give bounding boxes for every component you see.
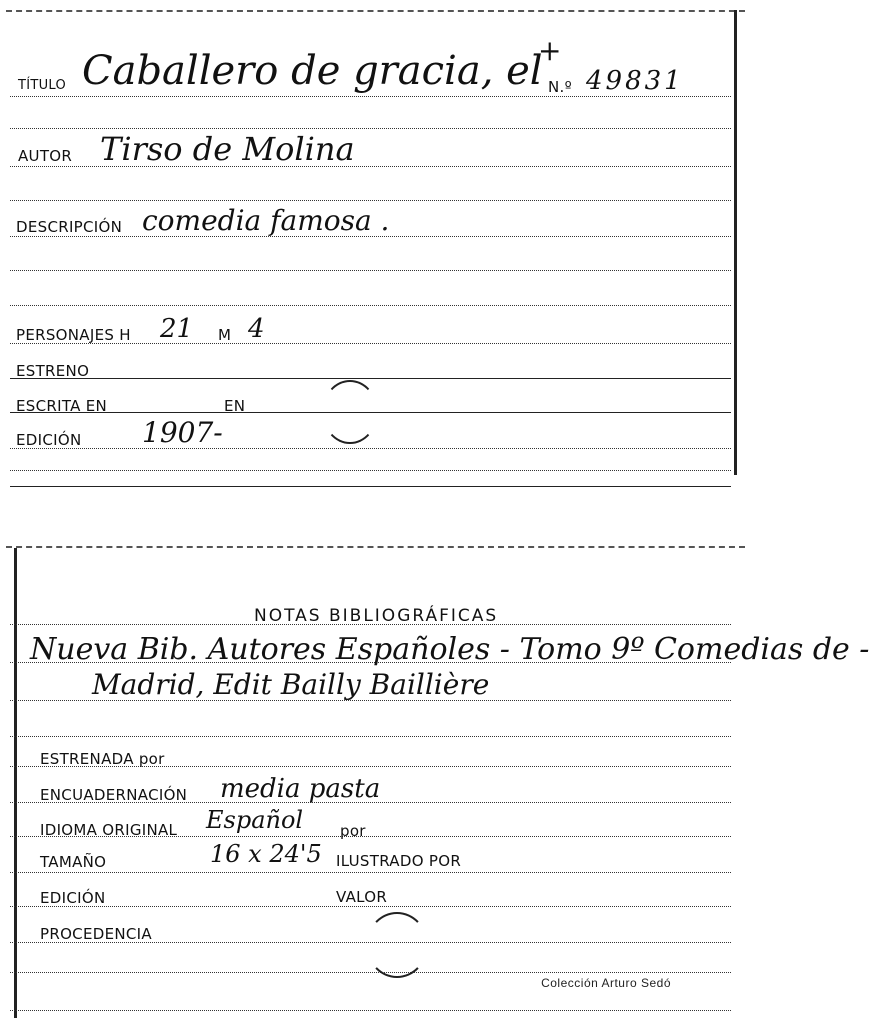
notas-line-2: Madrid, Edit Bailly Baillière — [92, 668, 490, 701]
idioma-label: IDIOMA ORIGINAL — [40, 821, 178, 839]
rule-line — [10, 470, 731, 471]
valor-label: VALOR — [336, 888, 388, 906]
edicion-label: EDICIÓN — [16, 431, 82, 449]
rule-line — [10, 128, 731, 129]
autor-label: AUTOR — [18, 147, 73, 165]
edicion-label: EDICIÓN — [40, 889, 106, 907]
personajes-m-label: M — [218, 326, 232, 344]
ilustrado-label: ILUSTRADO POR — [336, 852, 462, 870]
rule-line — [10, 200, 731, 201]
personajes-h-value: 21 — [160, 314, 194, 344]
numero-label: N.º — [548, 78, 572, 96]
personajes-label: PERSONAJES H — [16, 326, 131, 344]
rule-line — [10, 736, 731, 737]
tamano-value: 16 x 24'5 — [210, 840, 322, 868]
tamano-label: TAMAÑO — [40, 853, 107, 871]
descripcion-label: DESCRIPCIÓN — [16, 218, 123, 236]
procedencia-label: PROCEDENCIA — [40, 925, 152, 943]
card-right-border — [734, 10, 737, 475]
titulo-label: TÍTULO — [18, 78, 67, 93]
estreno-label: ESTRENO — [16, 362, 90, 380]
titulo-value: Caballero de gracia, el — [82, 48, 543, 94]
rule-line — [10, 448, 731, 449]
edicion-value: 1907- — [142, 416, 223, 449]
numero-value: 49831 — [586, 66, 684, 96]
rule-line — [10, 96, 731, 97]
encuadernacion-value: media pasta — [220, 774, 381, 804]
stamp-mark — [322, 380, 378, 444]
catalog-card-back — [0, 540, 869, 1028]
rule-line — [10, 972, 731, 973]
en-label: EN — [224, 397, 246, 415]
personajes-m-value: 4 — [248, 314, 265, 344]
card-top-border — [6, 546, 745, 548]
escrita-en-label: ESCRITA EN — [16, 397, 108, 415]
por-label: por — [340, 822, 366, 840]
idioma-value: Español — [206, 806, 304, 834]
rule-line — [10, 906, 731, 907]
rule-line — [10, 872, 731, 873]
card-left-border — [14, 548, 17, 1018]
autor-value: Tirso de Molina — [100, 130, 355, 168]
coleccion-footer: Colección Arturo Sedó — [541, 976, 671, 990]
encuadernacion-label: ENCUADERNACIÓN — [40, 786, 188, 804]
descripcion-value: comedia famosa . — [142, 204, 390, 237]
card-top-border — [6, 10, 745, 12]
rule-line — [10, 486, 731, 487]
notas-line-1: Nueva Bib. Autores Españoles - Tomo 9º Comedias de - — [30, 632, 869, 667]
cross-mark: + — [538, 34, 562, 67]
estrenada-label: ESTRENADA por — [40, 750, 165, 768]
catalog-card-front — [0, 0, 759, 495]
rule-line — [10, 305, 731, 306]
rule-line — [10, 1010, 731, 1011]
stamp-mark — [366, 912, 428, 978]
notas-heading: NOTAS BIBLIOGRÁFICAS — [254, 606, 499, 626]
rule-line — [10, 270, 731, 271]
rule-line — [10, 378, 731, 379]
